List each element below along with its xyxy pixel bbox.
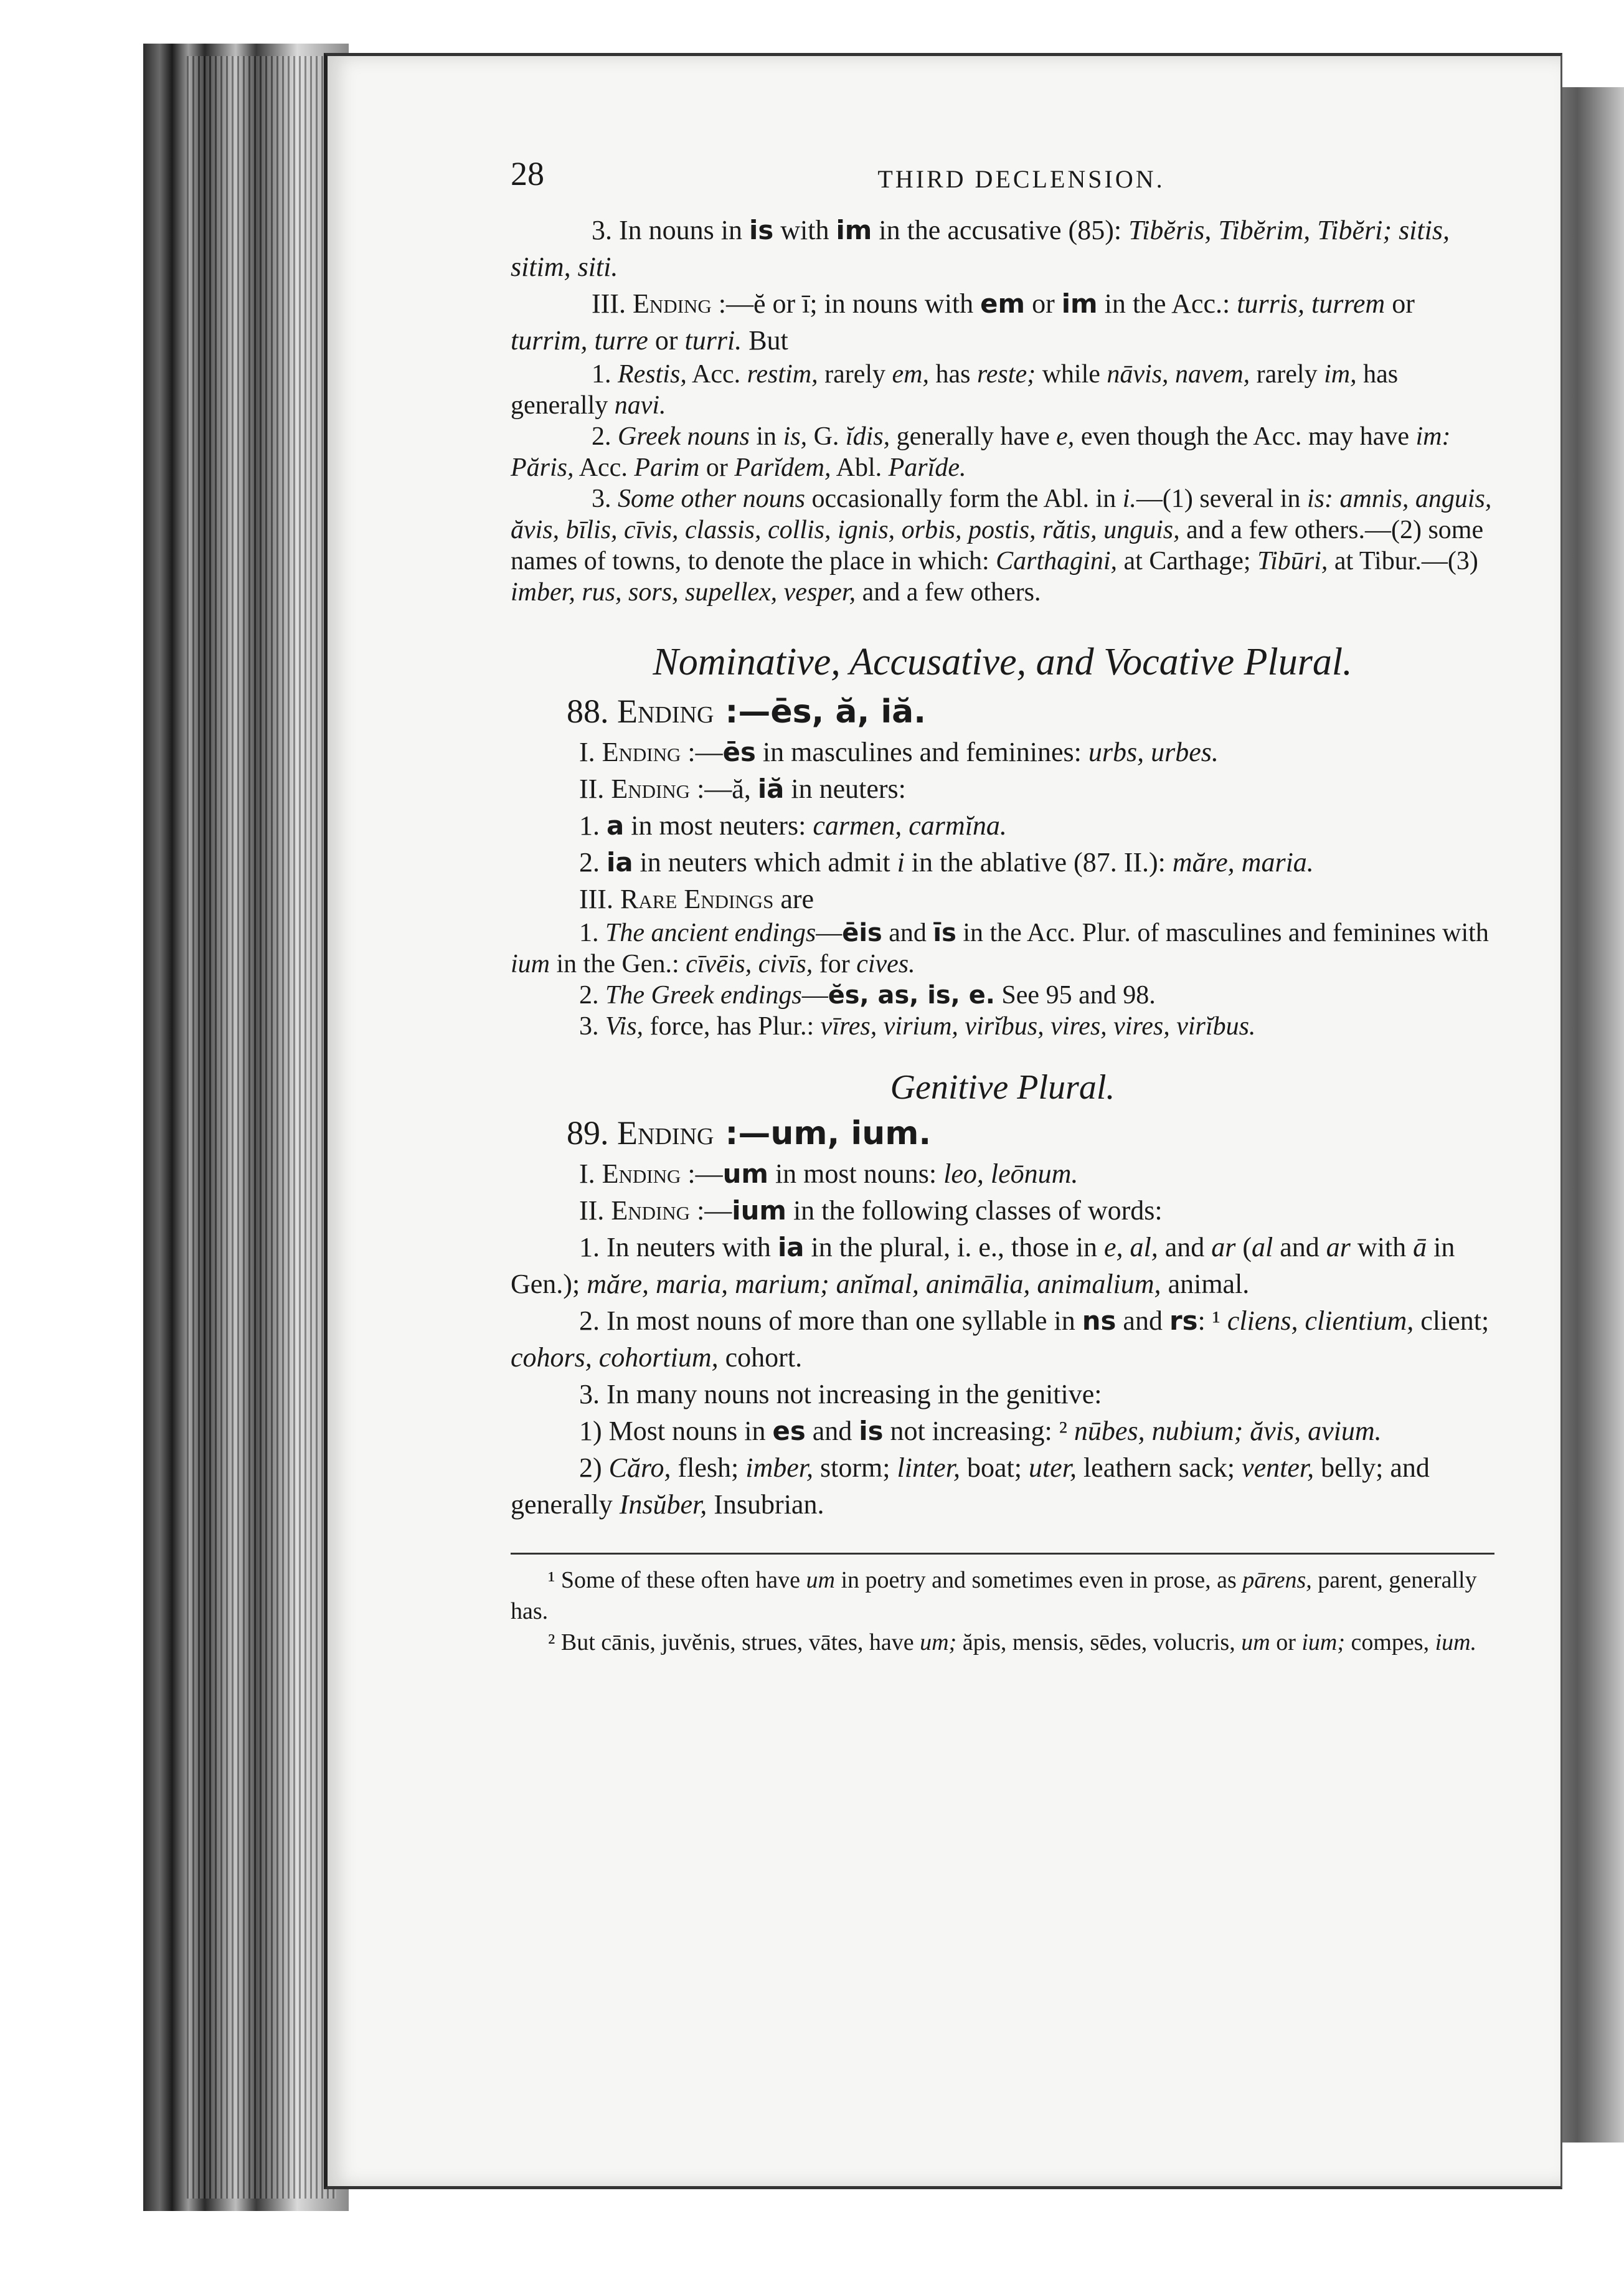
sec89-sub-1: 1) Most nouns in es and is not increasing: ² nūbes, nubium; ăvis, avium. (579, 1416, 1382, 1446)
section-title-plural: Nominative, Accusative, and Vocative Plural. (653, 641, 1353, 683)
footnote-1: ¹ Some of these often have um in poetry and sometimes even in prose, as pārens, parent, generally has. (511, 1567, 1477, 1624)
sec88-ending-i: I. Ending :—ēs in masculines and feminines: urbs, urbes. (579, 737, 1219, 767)
page-header (511, 156, 1494, 206)
running-head: THIRD DECLENSION. (877, 165, 1165, 193)
footnote-2: ² But cānis, juvĕnis, strues, vātes, have um; ăpis, mensis, sēdes, volucris, um or ium; compes, ium. (548, 1629, 1477, 1655)
sec88-item-2: 2. ia in neuters which admit i in the ablative (87. II.): măre, maria. (579, 847, 1314, 878)
rule-iii-ending: III. Ending :—ĕ or ī; in nouns with em or im in the Acc.: turris, turrem or turrim, turre or turri. But (511, 288, 1415, 356)
section-89-heading: 89. Ending :—um, ium. (567, 1114, 932, 1152)
page-content (511, 156, 1494, 1658)
sec89-ending-ii: II. Ending :—ium in the following classes of words: (579, 1195, 1163, 1226)
note-1-restis: 1. Restis, Acc. restim, rarely em, has reste; while nāvis, navem, rarely im, has generally navi. (511, 360, 1399, 420)
sec89-sub-2: 2) Căro, flesh; imber, storm; linter, boat; uter, leathern sack; venter, belly; and generally Insŭber, Insubrian. (511, 1452, 1430, 1520)
page-number: 28 (511, 155, 544, 192)
sec88-rare-1: 1. The ancient endings—ēis and īs in the Acc. Plur. of masculines and feminines with ium in the Gen.: cīvēis, civīs, for cives. (511, 919, 1489, 978)
sec88-ending-ii: II. Ending :—ă, iă in neuters: (579, 774, 906, 804)
sec89-item-3: 3. In many nouns not increasing in the genitive: (579, 1379, 1102, 1409)
section-title-genitive: Genitive Plural. (890, 1068, 1115, 1107)
rule-3-accusative-im: 3. In nouns in is with im in the accusative (85): Tibĕris, Tibĕrim, Tibĕri; sitis, sitim, siti. (511, 215, 1450, 282)
note-2-greek-nouns: 2. Greek nouns in is, G. ĭdis, generally have e, even though the Acc. may have im: Păris, Acc. Parim or Parĭdem, Abl. Parĭde. (511, 422, 1451, 482)
sec88-rare-3: 3. Vis, force, has Plur.: vīres, virium, virĭbus, vires, vires, virĭbus. (579, 1012, 1256, 1041)
note-3-other-nouns: 3. Some other nouns occasionally form the Abl. in i.—(1) several in is: amnis, anguis, ăvis, bīlis, cīvis, classis, collis, ignis, orbis, postis, rătis, unguis, and a few others.—(2) some names of towns, to denote the place in which: Carthagini, at Carthage; Tibūri, at Tibur.—(3) imber, rus, sors, supellex, vesper, and a few others. (511, 485, 1492, 607)
sec89-item-1: 1. In neuters with ia in the plural, i. e., those in e, al, and ar (al and ar with ā in Gen.); măre, maria, marium; anĭmal, animālia, animalium, animal. (511, 1232, 1455, 1299)
sec88-rare-2: 2. The Greek endings—ĕs, as, is, e. See 95 and 98. (579, 981, 1156, 1010)
sec89-item-2: 2. In most nouns of more than one syllable in ns and rs: ¹ cliens, clientium, client; cohors, cohortium, cohort. (511, 1305, 1489, 1373)
sec88-rare-endings: III. Rare Endings are (579, 884, 814, 914)
book-page-stack (187, 56, 336, 2199)
sec89-ending-i: I. Ending :—um in most nouns: leo, leōnum. (579, 1158, 1079, 1189)
footnotes (511, 1553, 1494, 1658)
sec88-item-1: 1. a in most neuters: carmen, carmĭna. (579, 810, 1007, 841)
section-88-heading: 88. Ending :—ēs, ă, iă. (567, 693, 927, 731)
